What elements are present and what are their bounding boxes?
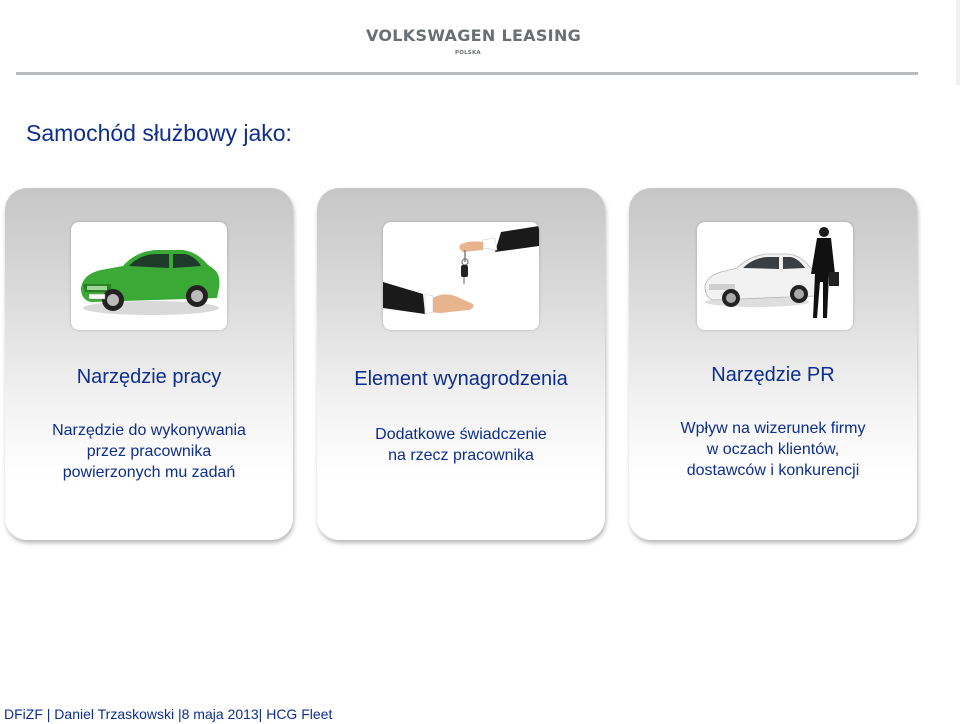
green-car-photo [71, 222, 227, 330]
card-line: na rzecz pracownika [388, 447, 534, 464]
card-line: Dodatkowe świadczenie [375, 426, 547, 443]
businessman-car-photo [697, 222, 853, 330]
card-pr-tool [629, 188, 917, 540]
card-description [629, 418, 917, 481]
right-edge-shade [956, 0, 960, 85]
card-description [5, 420, 293, 483]
logo-sub-text: POLSKA [455, 50, 481, 56]
footer-text: DFiZF | Daniel Trzaskowski |8 maja 2013| HCG Fleet [4, 706, 333, 722]
card-line: powierzonych mu zadań [62, 464, 236, 481]
card-heading: Element wynagrodzenia [354, 368, 568, 390]
green-car-icon [71, 222, 227, 330]
card-heading: Narzędzie PR [711, 364, 835, 386]
businessman-car-icon [697, 222, 853, 330]
logo-main-text: VOLKSWAGEN LEASING [366, 26, 582, 45]
page-title: Samochód służbowy jako: [26, 120, 292, 146]
key-handover-photo [383, 222, 539, 330]
header-divider [16, 72, 918, 75]
card-line: Narzędzie do wykonywania [52, 422, 246, 439]
key-handover-icon [383, 222, 539, 330]
card-line: Wpływ na wizerunek firmy [680, 420, 866, 437]
vw-leasing-logo [366, 26, 582, 56]
card-line: przez pracownika [86, 443, 212, 460]
card-work-tool [5, 188, 293, 540]
card-heading: Narzędzie pracy [76, 366, 222, 388]
card-description [317, 424, 605, 466]
card-line: dostawców i konkurencji [686, 462, 860, 479]
card-compensation [317, 188, 605, 540]
card-line: w oczach klientów, [706, 441, 840, 458]
